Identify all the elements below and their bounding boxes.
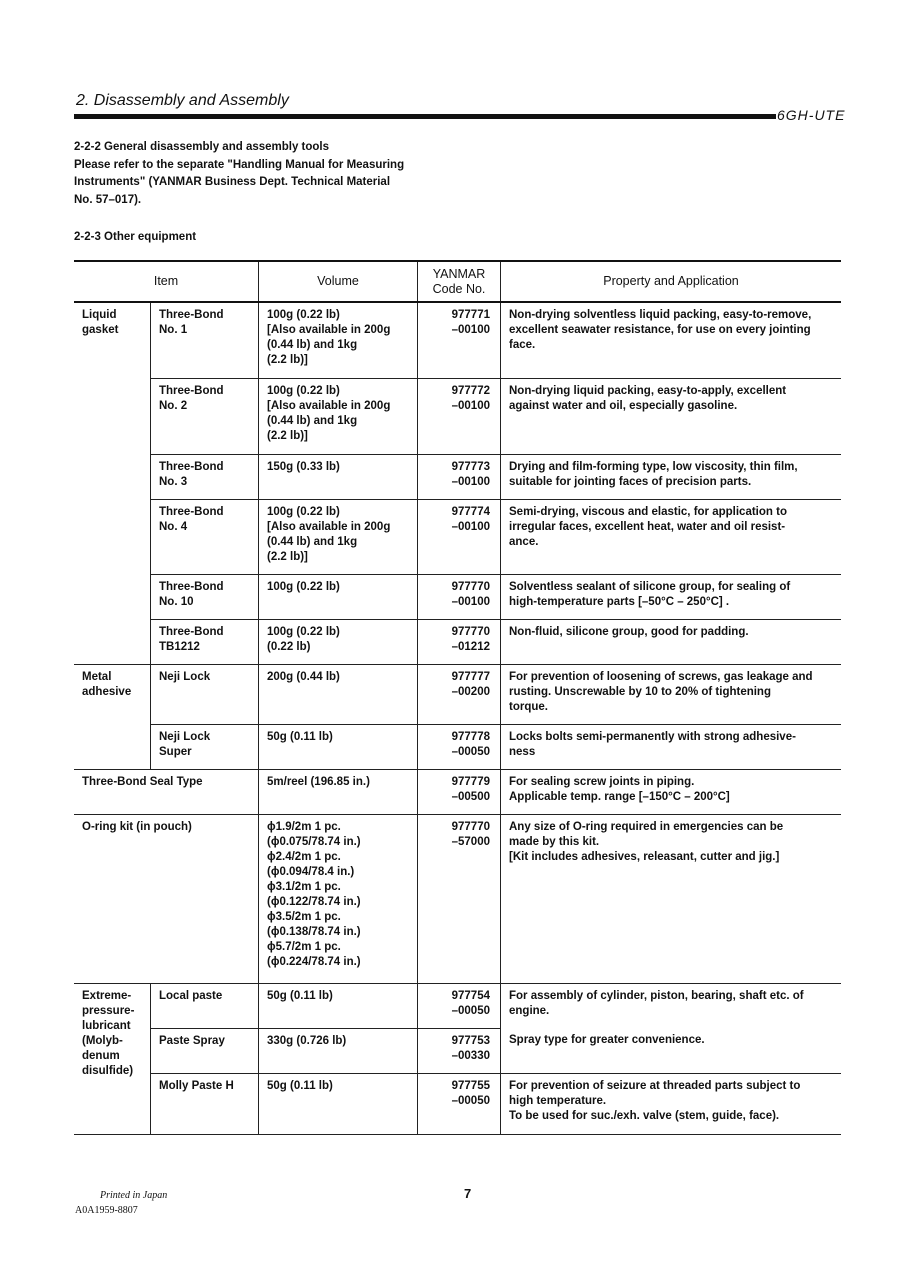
item-code [418,1073,501,1134]
text-line: –00100 [451,399,490,412]
item-name [151,378,259,454]
text-line: 977772 [451,384,490,397]
header-item: Item [74,261,259,302]
text-line: (0.22 lb) [267,640,311,653]
item-code [418,454,501,499]
text-line: –57000 [451,835,490,848]
text-line: –01212 [451,640,490,653]
table-row [74,724,841,769]
item-name [151,1073,259,1134]
text-line: 977770 [451,820,490,833]
printed-in-japan: Printed in Japan [100,1190,168,1201]
text-line: engine. [509,1004,550,1017]
header-volume: Volume [259,261,418,302]
text-line: Extreme- [82,989,132,1002]
item-property [501,814,842,983]
text-line: 977778 [451,730,490,743]
text-line: To be used for suc./exh. valve (stem, guide, face). [509,1109,780,1122]
text-line: (ϕ0.138/78.74 in.) [267,925,361,938]
text-line: No. 3 [159,475,188,488]
text-line: Super [159,745,192,758]
text-line: Please refer to the separate "Handling Manual for Measuring [74,158,405,171]
item-property [501,983,842,1028]
text-line: No. 57–017). [74,193,142,206]
text-line: Non-drying liquid packing, easy-to-apply, excellent [509,384,787,397]
section-222-text [74,157,464,210]
text-line: Non-drying solventless liquid packing, easy-to-remove, [509,309,812,321]
text-line: 50g (0.11 lb) [267,989,333,1002]
table-row [74,378,841,454]
text-line: Semi-drying, viscous and elastic, for application to [509,505,787,518]
item-volume [259,1028,418,1073]
text-line: TB1212 [159,640,200,653]
item-volume [259,814,418,983]
item-property [501,619,842,664]
text-line: 50g (0.11 lb) [267,1079,333,1092]
item-name [151,454,259,499]
item-property [501,499,842,574]
item-volume [259,769,418,814]
text-line: 50g (0.11 lb) [267,730,333,743]
model-name: 6GH-UTE [777,107,846,123]
text-line: –00200 [451,685,490,698]
table-row [74,574,841,619]
text-line: No. 2 [159,399,188,412]
item-name [151,302,259,378]
text-line: (0.44 lb) and 1kg [267,535,358,548]
item-property [501,724,842,769]
text-line: ance. [509,535,539,548]
item-volume [259,499,418,574]
category-extreme-pressure-lubricant [74,983,151,1134]
item-property [501,454,842,499]
text-line: 977779 [451,775,490,788]
text-line: Three-Bond [159,384,224,397]
text-line: –00050 [451,1094,490,1107]
text-line: pressure- [82,1004,135,1017]
item-code [418,1028,501,1073]
text-line: –00330 [451,1049,490,1062]
table-row [74,814,841,983]
text-line: ϕ1.9/2m 1 pc. [267,820,341,833]
header-code [418,261,501,302]
chapter-title: 2. Disassembly and Assembly [76,92,289,109]
item-name [151,664,259,724]
text-line: 977753 [451,1034,490,1047]
item-code [418,619,501,664]
text-line: 977771 [451,309,490,321]
text-line: face. [509,339,536,351]
item-property [501,664,842,724]
text-line: (ϕ0.094/78.4 in.) [267,865,355,878]
item-code [418,378,501,454]
text-line: disulfide) [82,1064,134,1077]
text-line: [Also available in 200g [267,520,391,533]
text-line: adhesive [82,685,132,698]
text-line: 150g (0.33 lb) [267,460,340,473]
item-code [418,574,501,619]
text-line: Three-Bond [159,460,224,473]
text-line: Three-Bond [159,580,224,593]
item-code [418,983,501,1028]
text-line: 977770 [451,625,490,638]
item-name [151,499,259,574]
text-line: high-temperature parts [–50°C – 250°C] . [509,595,730,608]
item-name [151,619,259,664]
item-volume [259,983,418,1028]
text-line: Locks bolts semi-permanently with strong adhesive- [509,730,796,743]
text-line: –00050 [451,1004,490,1017]
item-volume [259,1073,418,1134]
text-line: 977777 [451,670,490,683]
text-line: –00100 [451,475,490,488]
text-line: 100g (0.22 lb) [267,580,340,593]
item-volume [259,664,418,724]
item-volume [259,574,418,619]
text-line: (ϕ0.224/78.74 in.) [267,955,361,968]
equipment-table [74,260,841,1135]
text-line: (Molyb- [82,1034,123,1047]
text-line: Instruments" (YANMAR Business Dept. Technical Material [74,176,391,188]
text-line: 977755 [451,1079,490,1092]
text-line: torque. [509,700,548,713]
text-line: Neji Lock [159,730,211,743]
text-line: (2.2 lb)] [267,429,308,442]
text-line: For assembly of cylinder, piston, bearing, shaft etc. of [509,989,804,1002]
text-line: high temperature. [509,1094,607,1107]
text-line: 100g (0.22 lb) [267,625,340,638]
table-row [74,499,841,574]
text-line: –00100 [451,324,490,336]
item-property [501,1028,842,1073]
document-code: A0A1959-8807 [75,1205,138,1216]
text-line: 977773 [451,460,490,473]
text-line: against water and oil, especially gasoline. [509,399,738,412]
table-row [74,983,841,1028]
item-property [501,769,842,814]
text-line: Paste Spray [159,1034,225,1047]
text-line: Any size of O-ring required in emergencies can be [509,820,784,833]
text-line: Three-Bond [159,625,224,638]
text-line: 100g (0.22 lb) [267,505,340,518]
item-name [151,983,259,1028]
text-line: rusting. Unscrewable by 10 to 20% of tightening [509,685,771,698]
text-line: ϕ5.7/2m 1 pc. [267,940,341,953]
text-line: Drying and film-forming type, low viscosity, thin film, [509,460,798,473]
text-line: –00500 [451,790,490,803]
text-line: made by this kit. [509,835,600,848]
section-223-title: 2-2-3 Other equipment [74,231,197,243]
text-line: 977754 [451,989,490,1002]
table-row [74,769,841,814]
item-volume [259,378,418,454]
text-line: Liquid [82,309,117,321]
item-volume [259,302,418,378]
text-line: No. 10 [159,595,194,608]
item-volume [259,454,418,499]
text-line: excellent seawater resistance, for use on every jointing [509,324,811,336]
text-line: –00050 [451,745,490,758]
text-line: Applicable temp. range [–150°C – 200°C] [509,790,730,803]
text-line: (2.2 lb)] [267,354,308,366]
text-line: [Kit includes adhesives, releasant, cutter and jig.] [509,850,780,863]
text-line: Local paste [159,989,223,1002]
header-code-line1: YANMAR [432,266,486,281]
table-header-row [74,261,841,302]
text-line: 977774 [451,505,490,518]
text-line: irregular faces, excellent heat, water and oil resist- [509,520,786,533]
text-line: Neji Lock [159,670,211,683]
text-line: [Also available in 200g [267,324,391,336]
text-line: Spray type for greater convenience. [509,1034,705,1046]
item-volume [259,724,418,769]
text-line: gasket [82,324,119,336]
item-property [501,302,842,378]
item-property [501,1073,842,1134]
text-line: For prevention of loosening of screws, gas leakage and [509,670,813,683]
text-line: suitable for jointing faces of precision parts. [509,475,752,488]
page-number: 7 [464,1186,472,1201]
header-property: Property and Application [501,261,842,302]
table-row [74,454,841,499]
text-line: ϕ2.4/2m 1 pc. [267,850,341,863]
text-line: (ϕ0.122/78.74 in.) [267,895,361,908]
item-volume [259,619,418,664]
text-line: Non-fluid, silicone group, good for padding. [509,625,749,638]
text-line: 5m/reel (196.85 in.) [267,775,370,788]
text-line: –00100 [451,520,490,533]
category-liquid-gasket [74,302,151,664]
text-line: Solventless sealant of silicone group, for sealing of [509,580,791,593]
header-code-line2: Code No. [432,281,486,296]
table-row [74,302,841,378]
item-code [418,814,501,983]
text-line: Three-Bond [159,309,224,321]
text-line: 200g (0.44 lb) [267,670,340,683]
item-name [151,724,259,769]
text-line: Three-Bond [159,505,224,518]
text-line: 330g (0.726 lb) [267,1034,347,1047]
text-line: (ϕ0.075/78.74 in.) [267,835,361,848]
section-222 [74,139,464,209]
item-code [418,769,501,814]
text-line: For prevention of seizure at threaded parts subject to [509,1079,801,1092]
item-name [151,1028,259,1073]
text-line: Molly Paste H [159,1079,234,1092]
item-property [501,378,842,454]
text-line: No. 1 [159,324,188,336]
text-line: (0.44 lb) and 1kg [267,339,358,351]
table-row [74,664,841,724]
text-line: (0.44 lb) and 1kg [267,414,358,427]
text-line: lubricant [82,1019,131,1032]
text-line: Metal [82,670,112,683]
text-line: 977770 [451,580,490,593]
table-row [74,1073,841,1134]
item-code [418,499,501,574]
text-line: [Also available in 200g [267,399,391,412]
header-rule [74,114,776,119]
item-code [418,664,501,724]
table-row [74,1028,841,1073]
text-line: No. 4 [159,520,188,533]
item-name [151,574,259,619]
item-name-oring: O-ring kit (in pouch) [74,814,259,983]
text-line: (2.2 lb)] [267,550,308,563]
text-line: For sealing screw joints in piping. [509,775,695,788]
table-row [74,619,841,664]
text-line: denum [82,1049,120,1062]
text-line: ness [509,745,536,758]
text-line: 100g (0.22 lb) [267,309,340,321]
text-line: ϕ3.1/2m 1 pc. [267,880,341,893]
text-line: ϕ3.5/2m 1 pc. [267,910,341,923]
text-line: 100g (0.22 lb) [267,384,340,397]
text-line: –00100 [451,595,490,608]
section-222-title: 2-2-2 General disassembly and assembly tools [74,141,330,153]
item-property [501,574,842,619]
item-code [418,302,501,378]
item-name-seal: Three-Bond Seal Type [74,769,259,814]
category-metal-adhesive [74,664,151,769]
item-code [418,724,501,769]
